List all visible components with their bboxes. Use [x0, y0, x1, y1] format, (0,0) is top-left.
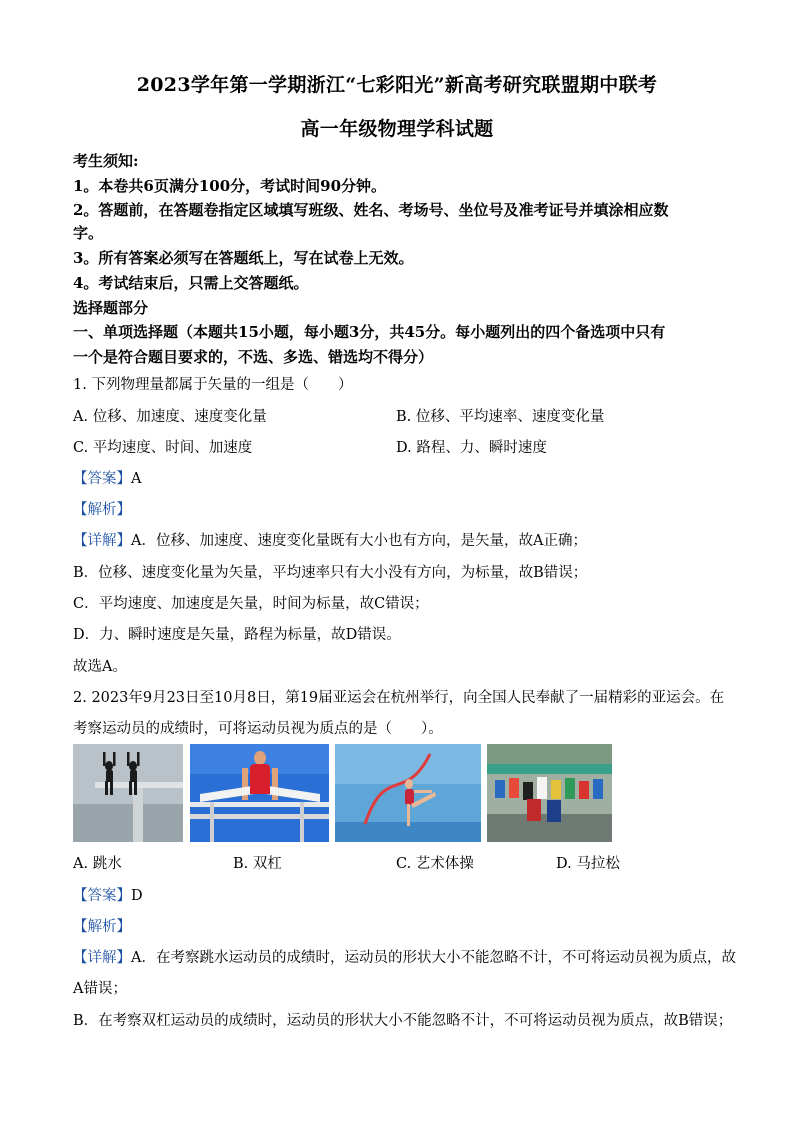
exam-subtitle: 高一年级物理学科试题: [300, 118, 494, 140]
q1-analysis-tag: [73, 498, 131, 519]
analysis-tag: 【解析】: [73, 919, 131, 935]
detail-line: C．平均速度、加速度是矢量，时间为标量，故C错误；: [73, 596, 429, 612]
parallel-bars-photo: [190, 744, 329, 842]
detail-line: B．在考察双杠运动员的成绩时，运动员的形状大小不能忽略不计，不可将运动员视为质点，故B错误；: [73, 1013, 733, 1029]
q1-answer: [73, 467, 141, 488]
q1-conclusion: 故选A。: [73, 659, 127, 675]
notice-item: 字。: [73, 224, 104, 242]
diving-photo: [73, 744, 183, 842]
q2-option-b: B. 双杠: [233, 856, 282, 872]
detail-line: A．位移、加速度、速度变化量既有大小也有方向，是矢量，故A正确；: [131, 533, 587, 549]
detail-line: B．位移、速度变化量为矢量，平均速率只有大小没有方向，为标量，故B错误；: [73, 565, 588, 581]
notice-heading: 考生须知:: [73, 152, 139, 170]
detail-line: D．力、瞬时速度是矢量，路程为标量，故D错误。: [73, 627, 401, 643]
notice-item: 4。考试结束后，只需上交答题纸。: [73, 274, 309, 292]
q2-analysis-tag: [73, 915, 131, 936]
q1-stem: 1. 下列物理量都属于矢量的一组是（ ）: [73, 377, 353, 393]
q2-option-c: C. 艺术体操: [396, 856, 474, 872]
q2-option-d: D. 马拉松: [556, 856, 620, 872]
analysis-tag: 【解析】: [73, 502, 131, 518]
notice-item: 1。本卷共6页满分100分，考试时间90分钟。: [73, 177, 387, 195]
section-intro: 一个是符合题目要求的，不选、多选、错选均不得分）: [73, 348, 434, 366]
answer-value: A: [131, 471, 142, 487]
answer-tag: 【答案】: [73, 888, 131, 904]
notice-item: 2。答题前，在答题卷指定区域填写班级、姓名、考场号、坐位号及准考证号并填涂相应数: [73, 201, 669, 219]
answer-value: D: [131, 888, 143, 904]
answer-tag: 【答案】: [73, 471, 131, 487]
detail-tag: 【详解】: [73, 950, 131, 966]
notice-item: 3。所有答案必须写在答题纸上，写在试卷上无效。: [73, 249, 414, 267]
q2-stem: 考察运动员的成绩时，可将运动员视为质点的是（ ）。: [73, 721, 443, 737]
q1-detail: [73, 529, 587, 550]
exam-title: 2023学年第一学期浙江“七彩阳光”新高考研究联盟期中联考: [136, 74, 658, 96]
detail-line: A．在考察跳水运动员的成绩时，运动员的形状大小不能忽略不计，不可将运动员视为质点，故: [131, 950, 736, 966]
q1-option-c: C. 平均速度、时间、加速度: [73, 440, 253, 456]
rhythmic-gymnastics-photo: [335, 744, 481, 842]
section-intro: 一、单项选择题（本题共15小题，每小题3分，共45分。每小题列出的四个备选项中只有: [73, 323, 666, 341]
q2-option-a: A. 跳水: [73, 856, 122, 872]
q1-option-d: D. 路程、力、瞬时速度: [396, 440, 547, 456]
q2-detail: [73, 946, 736, 967]
detail-line: A错误；: [73, 981, 127, 997]
detail-tag: 【详解】: [73, 533, 131, 549]
q2-answer: [73, 884, 143, 905]
q1-option-a: A. 位移、加速度、速度变化量: [73, 409, 267, 425]
marathon-photo: [487, 744, 612, 842]
section-label: 选择题部分: [73, 299, 149, 317]
q2-stem: 2. 2023年9月23日至10月8日，第19届亚运会在杭州举行，向全国人民奉献了一届精彩的亚运会。在: [73, 690, 725, 706]
q1-option-b: B. 位移、平均速率、速度变化量: [396, 409, 605, 425]
